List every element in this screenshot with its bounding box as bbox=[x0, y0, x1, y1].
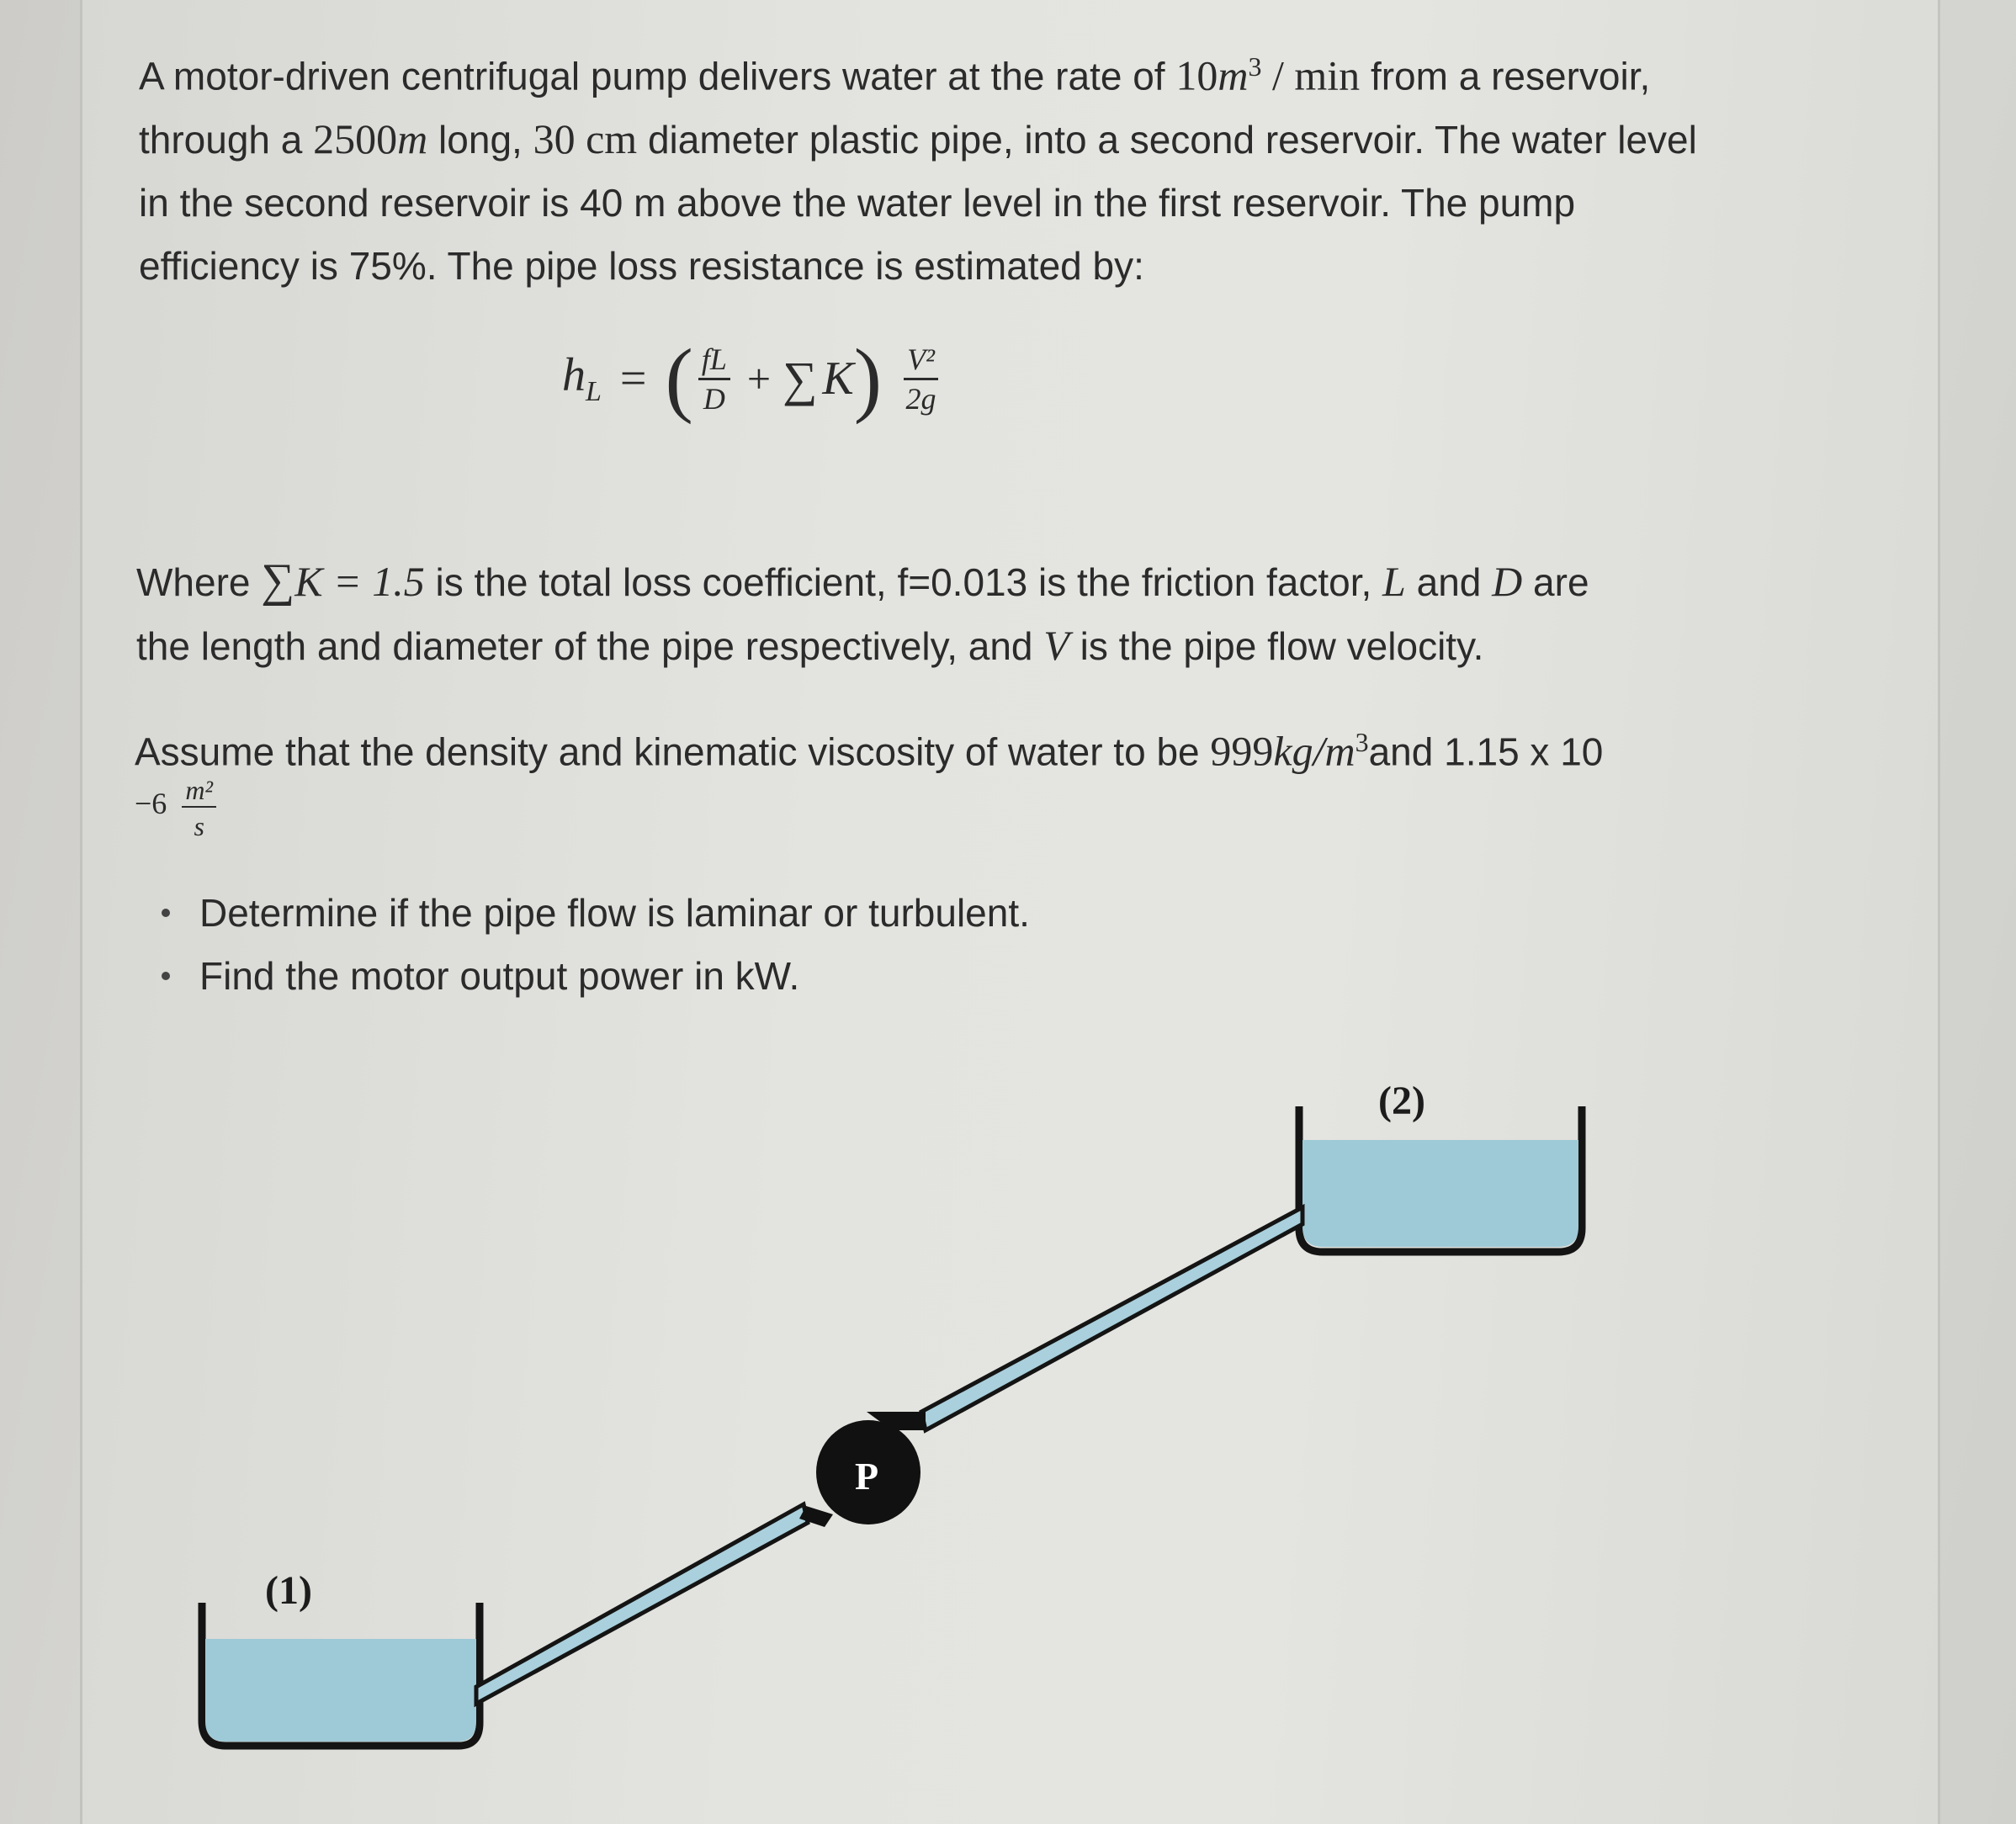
statement-text: long, bbox=[427, 118, 533, 162]
pipe-length-unit: m bbox=[397, 115, 428, 163]
explanation-text: Where bbox=[136, 560, 262, 604]
formula-fraction-fl-d: $\frac{fL}{D}$ bbox=[698, 341, 730, 417]
flow-rate-exponent: 3 bbox=[1248, 51, 1262, 82]
statement-text: from a reservoir, bbox=[1360, 54, 1651, 98]
reservoir-1-water bbox=[205, 1639, 476, 1742]
viscosity-unit-fraction: $\frac{\text{m²}}{s}$ bbox=[182, 774, 216, 845]
formula-equals: = bbox=[619, 353, 647, 405]
pipe-length-value: 2500 bbox=[313, 115, 398, 163]
formula-close-paren: ) bbox=[853, 331, 883, 425]
properties-text: Assume that the density and kinematic viscosity of water to be bbox=[135, 729, 1211, 774]
density-unit: kg/m bbox=[1273, 727, 1355, 775]
pipe-discharge bbox=[921, 1207, 1302, 1430]
symbol-V: V bbox=[1043, 622, 1069, 669]
explanation-text: and bbox=[1405, 560, 1493, 604]
flow-rate-unit: m bbox=[1218, 51, 1249, 99]
formula-open-paren: ( bbox=[665, 331, 693, 425]
reservoir-1 bbox=[202, 1603, 480, 1746]
explanation-text: the length and diameter of the pipe respectively, and bbox=[136, 624, 1044, 668]
reservoir-2-water bbox=[1302, 1140, 1578, 1247]
viscosity-exponent: −6 bbox=[135, 787, 167, 820]
loss-coefficient: K = 1.5 bbox=[294, 558, 425, 605]
formula-plus: + bbox=[746, 355, 772, 402]
formula-k: K bbox=[822, 353, 854, 405]
pipe-diameter-value: 30 cm bbox=[533, 115, 638, 163]
reservoir-2 bbox=[1299, 1106, 1582, 1252]
sum-symbol: ∑ bbox=[261, 554, 295, 607]
explanation-text: are bbox=[1522, 560, 1589, 604]
pipe-suction bbox=[476, 1504, 808, 1704]
symbol-L: L bbox=[1382, 558, 1406, 605]
flow-rate-per: / min bbox=[1261, 51, 1361, 99]
flow-rate-value: 10 bbox=[1175, 51, 1218, 99]
properties-text: and 1.15 x 10 bbox=[1368, 729, 1604, 774]
statement-text: efficiency is 75%. The pipe loss resistance is estimated by: bbox=[139, 244, 1144, 289]
statement-text: in the second reservoir is 40 m above the water level in the first reservoir. The pump bbox=[139, 181, 1576, 225]
pump-label: P bbox=[854, 1455, 879, 1498]
density-value: 999 bbox=[1210, 727, 1274, 775]
reservoir-1-label: (1) bbox=[265, 1568, 312, 1613]
formula-lhs: $h_L$ bbox=[562, 349, 602, 408]
question-text: Determine if the pipe flow is laminar or turbulent. bbox=[199, 891, 1030, 935]
reservoir-2-label: (2) bbox=[1378, 1079, 1425, 1123]
explanation-text: is the pipe flow velocity. bbox=[1069, 624, 1484, 668]
formula-fraction-v2-2g: $\frac{\text{V²}}{2g}$ bbox=[904, 341, 938, 417]
formula-sum-symbol: ∑ bbox=[783, 351, 818, 406]
statement-text: A motor-driven centrifugal pump delivers water at the rate of bbox=[139, 54, 1176, 98]
statement-text: diameter plastic pipe, into a second reservoir. The water level bbox=[637, 118, 1697, 162]
question-text: Find the motor output power in kW. bbox=[199, 954, 800, 998]
density-exponent: 3 bbox=[1355, 727, 1369, 757]
statement-text: through a bbox=[139, 118, 314, 162]
explanation-text: is the total loss coefficient, f=0.013 is the friction factor, bbox=[424, 560, 1383, 604]
symbol-D: D bbox=[1492, 558, 1523, 605]
